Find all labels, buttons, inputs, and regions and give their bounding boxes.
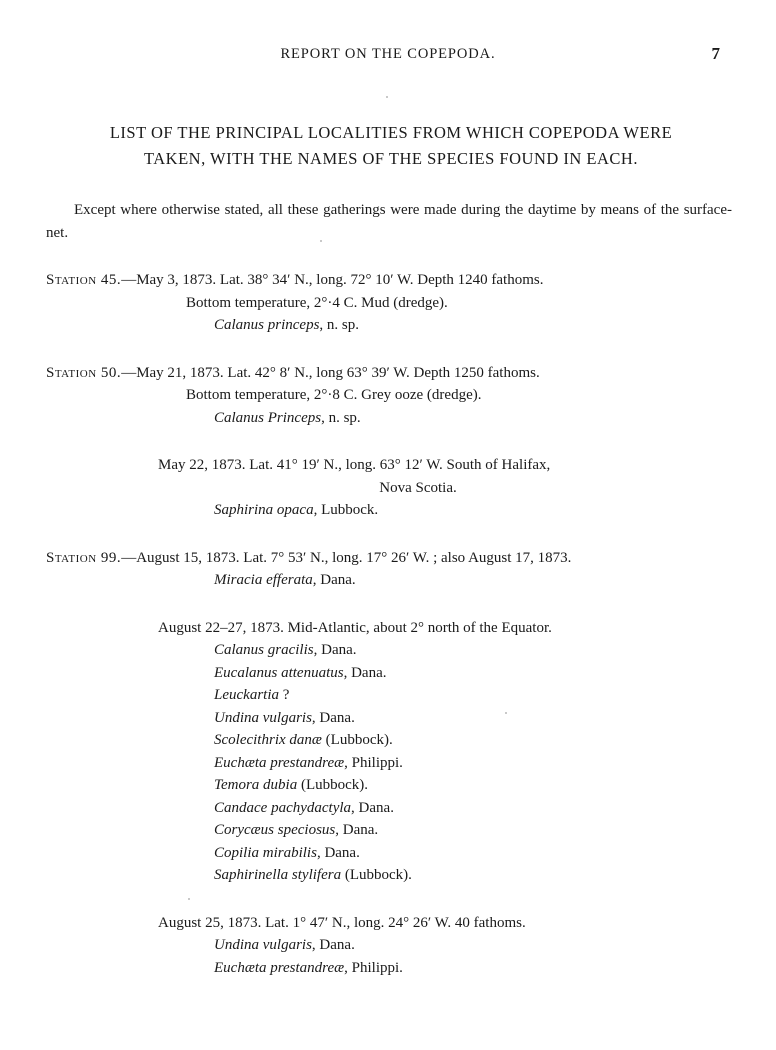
species-name: Scolecithrix danæ — [214, 732, 322, 749]
species-item — [46, 729, 736, 752]
species-item — [46, 864, 736, 887]
species-item — [46, 819, 736, 842]
running-head: REPORT ON THE COPEPODA. — [280, 46, 496, 62]
species-item — [46, 407, 736, 430]
species-item — [46, 662, 736, 685]
station-label: Station 99. — [46, 549, 122, 566]
entry-heading — [46, 269, 736, 292]
species-author: ? — [279, 687, 290, 704]
station-entry — [46, 269, 736, 337]
date-entry — [46, 454, 736, 522]
species-name: Eucalanus attenuatus — [214, 664, 344, 681]
species-item — [46, 934, 736, 957]
species-name: Saphirinella stylifera — [214, 867, 342, 884]
entry-heading-text: —August 15, 1873. Lat. 7° 53′ N., long. 17° 26′ W. ; also August 17, 1873. — [121, 549, 572, 566]
scan-artifact — [505, 712, 507, 714]
species-list — [46, 407, 736, 430]
species-list — [46, 934, 736, 979]
station-entry — [46, 362, 736, 430]
entry-continuation: Bottom temperature, 2°·8 C. Grey ooze (dredge). — [186, 387, 482, 404]
species-name: Undina vulgaris — [214, 937, 312, 954]
species-item — [46, 639, 736, 662]
species-list — [46, 639, 736, 887]
species-author: , Dana. — [311, 709, 355, 726]
entry-heading — [46, 547, 736, 570]
species-name: Calanus gracilis — [214, 642, 314, 659]
species-item — [46, 797, 736, 820]
species-item — [46, 774, 736, 797]
species-name: Calanus Princeps — [214, 409, 322, 426]
scan-artifact — [320, 240, 322, 242]
scan-artifact — [386, 96, 388, 98]
species-name: Calanus princeps — [214, 317, 320, 334]
species-author: (Lubbock). — [321, 732, 393, 749]
species-name: Euchæta prestandreæ — [214, 959, 345, 976]
species-author: (Lubbock). — [297, 777, 369, 794]
date-entry — [46, 912, 736, 980]
station-label: Station 50. — [46, 364, 122, 381]
species-item — [46, 842, 736, 865]
entry-heading-text: —May 21, 1873. Lat. 42° 8′ N., long 63° 39′ W. Depth 1250 fathoms. — [121, 364, 540, 381]
species-item — [46, 684, 736, 707]
species-author: (Lubbock). — [341, 867, 412, 884]
species-name: Euchæta prestandreæ — [214, 754, 345, 771]
species-name: Temora dubia — [214, 777, 298, 794]
species-name: Undina vulgaris — [214, 709, 312, 726]
species-item — [46, 314, 736, 337]
species-name: Corycæus speciosus — [214, 822, 336, 839]
intro-paragraph: Except where otherwise stated, all these gatherings were made during the daytime by means of the surface-net. — [46, 201, 732, 241]
species-author: , Dana. — [313, 642, 357, 659]
station-entry — [46, 547, 736, 592]
entry-heading — [46, 362, 736, 385]
scan-artifact — [188, 898, 190, 900]
species-list — [46, 569, 736, 592]
species-list — [46, 499, 736, 522]
species-name: Copilia mirabilis — [214, 844, 317, 861]
species-author: , Dana. — [312, 572, 356, 589]
page-body — [46, 112, 736, 979]
page-title — [46, 120, 736, 173]
species-author: , Lubbock. — [313, 502, 379, 519]
species-list — [46, 314, 736, 337]
species-author: , n. sp. — [319, 317, 360, 334]
species-author: , Dana. — [316, 844, 360, 861]
entry-heading-text: —May 3, 1873. Lat. 38° 34′ N., long. 72° 10′ W. Depth 1240 fathoms. — [121, 272, 544, 289]
species-name: Leuckartia — [214, 687, 279, 704]
species-item — [46, 707, 736, 730]
species-name: Candace pachydactyla — [214, 799, 352, 816]
page-number: 7 — [711, 44, 720, 63]
entry-continuation: Bottom temperature, 2°·4 C. Mud (dredge). — [186, 294, 448, 311]
species-name: Saphirina opaca — [214, 502, 314, 519]
species-author: , Dana. — [343, 664, 387, 681]
species-name: Miracia efferata — [214, 572, 313, 589]
page-title-line-1: LIST OF THE PRINCIPAL LOCALITIES FROM WHICH COPEPODA WERE — [109, 123, 673, 142]
species-author: , Dana. — [335, 822, 379, 839]
entry-heading: May 22, 1873. Lat. 41° 19′ N., long. 63° 12′ W. South of Halifax, — [158, 457, 551, 474]
entry-heading: August 25, 1873. Lat. 1° 47′ N., long. 24° 26′ W. 40 fathoms. — [158, 914, 526, 931]
species-author: , Philippi. — [344, 754, 403, 771]
species-item — [46, 499, 736, 522]
station-label: Station 45. — [46, 272, 122, 289]
species-item — [46, 569, 736, 592]
species-author: , Philippi. — [344, 959, 403, 976]
species-author: , Dana. — [351, 799, 394, 816]
species-author: , n. sp. — [321, 409, 361, 426]
page-title-line-2: TAKEN, WITH THE NAMES OF THE SPECIES FOUND IN EACH. — [144, 149, 638, 169]
species-item — [46, 752, 736, 775]
species-item — [46, 957, 736, 980]
date-entry — [46, 617, 736, 887]
entry-heading: August 22–27, 1873. Mid-Atlantic, about 2° north of the Equator. — [158, 619, 552, 636]
species-author: , Dana. — [311, 937, 355, 954]
entry-continuation: Nova Scotia. — [379, 479, 457, 496]
